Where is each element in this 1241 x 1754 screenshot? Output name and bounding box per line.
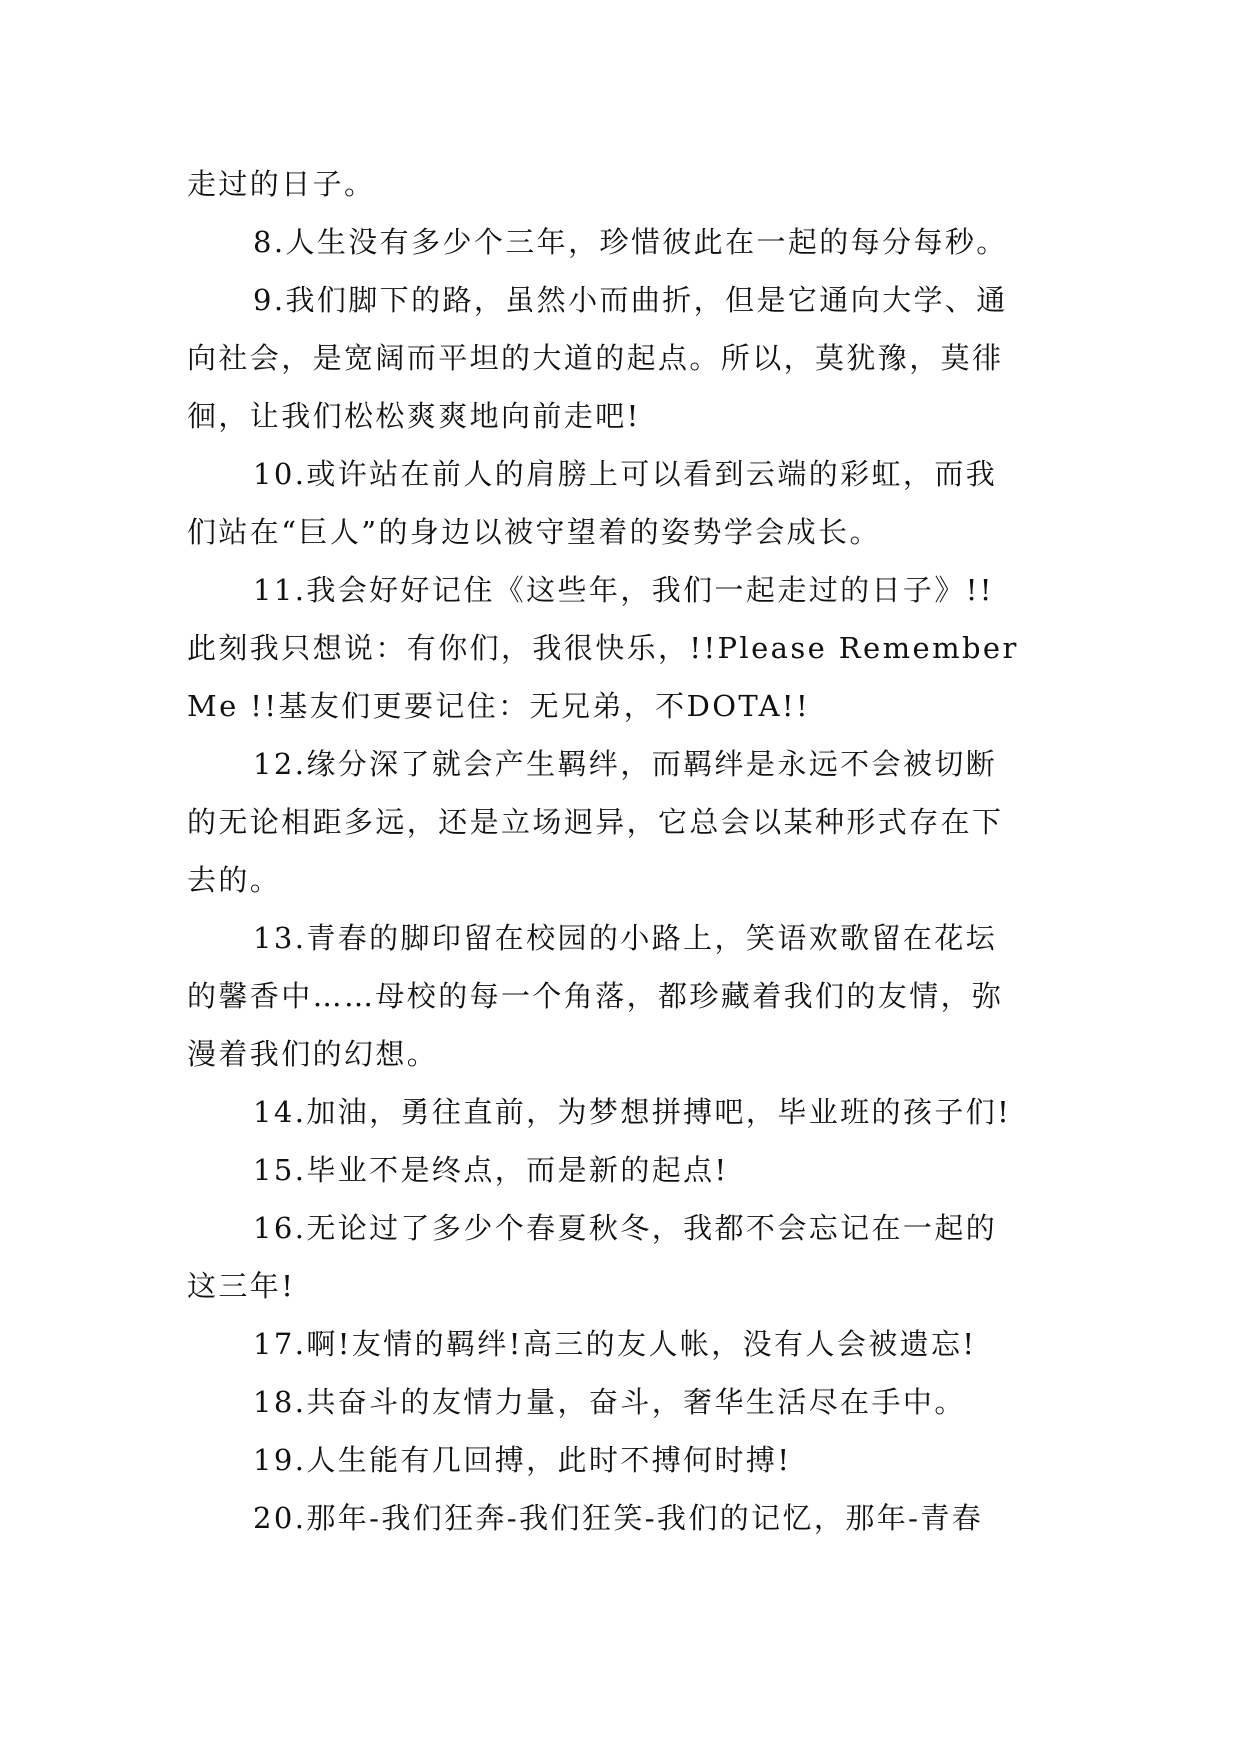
text-line: 12.缘分深了就会产生羁绊，而羁绊是永远不会被切断	[253, 747, 998, 781]
document-body	[187, 155, 1057, 1547]
text-line: 徊，让我们松松爽爽地向前走吧!	[187, 399, 641, 433]
text-line: 13.青春的脚印留在校园的小路上，笑语欢歌留在花坛	[253, 921, 998, 955]
text-line: 去的。	[187, 863, 282, 897]
text-line: 20.那年-我们狂奔-我们狂笑-我们的记忆，那年-青春	[253, 1501, 984, 1535]
text-line: 14.加油，勇往直前，为梦想拼搏吧，毕业班的孩子们!	[253, 1095, 1012, 1129]
text-line: 此刻我只想说：有你们，我很快乐，!!Please Remember	[187, 631, 1019, 665]
text-line: 19.人生能有几回搏，此时不搏何时搏!	[253, 1443, 792, 1477]
text-line: 这三年!	[187, 1269, 296, 1303]
text-line: 15.毕业不是终点，而是新的起点!	[253, 1153, 729, 1187]
text-line: 11.我会好好记住《这些年，我们一起走过的日子》!!	[253, 573, 994, 607]
text-line: 漫着我们的幻想。	[187, 1037, 439, 1071]
text-line: 走过的日子。	[187, 167, 376, 201]
text-line: 18.共奋斗的友情力量，奋斗，奢华生活尽在手中。	[253, 1385, 966, 1419]
text-line: 9.我们脚下的路，虽然小而曲折，但是它通向大学、通	[253, 283, 1008, 317]
text-line: Me !!基友们更要记住：无兄弟，不DOTA!!	[187, 689, 811, 723]
text-line: 向社会，是宽阔而平坦的大道的起点。所以，莫犹豫，莫徘	[187, 341, 1004, 375]
text-line: 8.人生没有多少个三年，珍惜彼此在一起的每分每秒。	[253, 225, 1008, 259]
text-line: 10.或许站在前人的肩膀上可以看到云端的彩虹，而我	[253, 457, 998, 491]
text-line: 的馨香中……母校的每一个角落，都珍藏着我们的友情，弥	[187, 979, 1004, 1013]
text-line: 16.无论过了多少个春夏秋冬，我都不会忘记在一起的	[253, 1211, 998, 1245]
text-line: 17.啊!友情的羁绊!高三的友人帐，没有人会被遗忘!	[253, 1327, 977, 1361]
text-line: 的无论相距多远，还是立场迥异，它总会以某种形式存在下	[187, 805, 1004, 839]
text-line: 们站在“巨人”的身边以被守望着的姿势学会成长。	[187, 515, 881, 549]
